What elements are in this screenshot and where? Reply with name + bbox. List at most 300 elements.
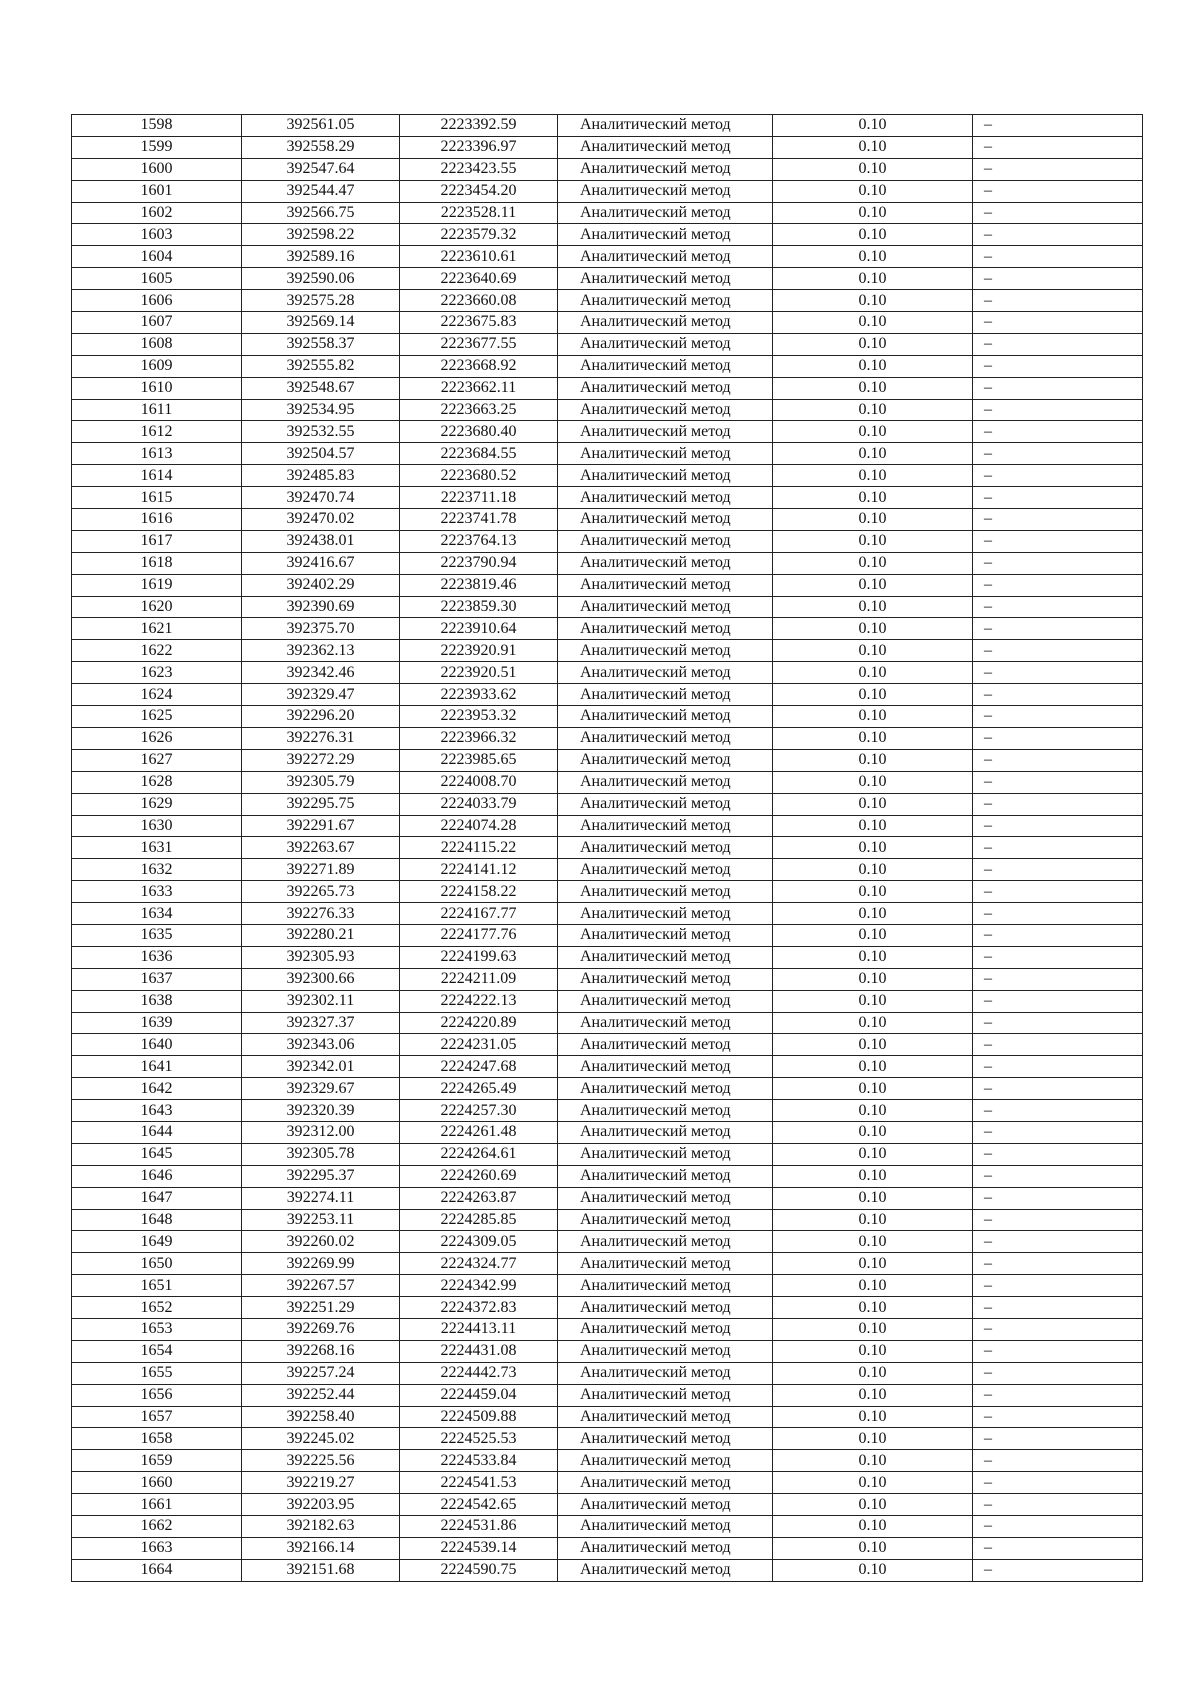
method-cell: Аналитический метод — [558, 837, 773, 859]
method-cell: Аналитический метод — [558, 1494, 773, 1516]
accuracy-cell: 0.10 — [773, 115, 973, 137]
point-number-cell: 1625 — [72, 706, 242, 728]
accuracy-cell: 0.10 — [773, 1253, 973, 1275]
point-number-cell: 1635 — [72, 924, 242, 946]
note-cell: – — [973, 640, 1143, 662]
point-number-cell: 1608 — [72, 333, 242, 355]
note-cell: – — [973, 1340, 1143, 1362]
accuracy-cell: 0.10 — [773, 268, 973, 290]
method-cell: Аналитический метод — [558, 881, 773, 903]
y-coordinate-cell: 2224525.53 — [400, 1428, 558, 1450]
table-row — [72, 509, 1143, 531]
accuracy-cell: 0.10 — [773, 1209, 973, 1231]
y-coordinate-cell: 2223966.32 — [400, 727, 558, 749]
note-cell: – — [973, 1428, 1143, 1450]
point-number-cell: 1636 — [72, 946, 242, 968]
table-row — [72, 421, 1143, 443]
note-cell: – — [973, 246, 1143, 268]
y-coordinate-cell: 2223454.20 — [400, 180, 558, 202]
table-row — [72, 1187, 1143, 1209]
y-coordinate-cell: 2223920.91 — [400, 640, 558, 662]
table-row — [72, 1537, 1143, 1559]
note-cell: – — [973, 1056, 1143, 1078]
x-coordinate-cell: 392329.67 — [242, 1078, 400, 1100]
method-cell: Аналитический метод — [558, 749, 773, 771]
point-number-cell: 1663 — [72, 1537, 242, 1559]
x-coordinate-cell: 392544.47 — [242, 180, 400, 202]
table-row — [72, 180, 1143, 202]
x-coordinate-cell: 392151.68 — [242, 1559, 400, 1581]
accuracy-cell: 0.10 — [773, 1034, 973, 1056]
accuracy-cell: 0.10 — [773, 246, 973, 268]
y-coordinate-cell: 2223640.69 — [400, 268, 558, 290]
method-cell: Аналитический метод — [558, 1516, 773, 1538]
note-cell: – — [973, 968, 1143, 990]
note-cell: – — [973, 1275, 1143, 1297]
x-coordinate-cell: 392291.67 — [242, 815, 400, 837]
point-number-cell: 1616 — [72, 509, 242, 531]
x-coordinate-cell: 392416.67 — [242, 552, 400, 574]
note-cell: – — [973, 574, 1143, 596]
point-number-cell: 1640 — [72, 1034, 242, 1056]
method-cell: Аналитический метод — [558, 552, 773, 574]
table-row — [72, 924, 1143, 946]
y-coordinate-cell: 2223859.30 — [400, 596, 558, 618]
y-coordinate-cell: 2223680.40 — [400, 421, 558, 443]
y-coordinate-cell: 2223528.11 — [400, 202, 558, 224]
x-coordinate-cell: 392438.01 — [242, 530, 400, 552]
table-row — [72, 290, 1143, 312]
x-coordinate-cell: 392269.76 — [242, 1318, 400, 1340]
accuracy-cell: 0.10 — [773, 1318, 973, 1340]
table-row — [72, 1559, 1143, 1581]
note-cell: – — [973, 509, 1143, 531]
method-cell: Аналитический метод — [558, 1362, 773, 1384]
note-cell: – — [973, 333, 1143, 355]
x-coordinate-cell: 392320.39 — [242, 1100, 400, 1122]
method-cell: Аналитический метод — [558, 727, 773, 749]
accuracy-cell: 0.10 — [773, 684, 973, 706]
y-coordinate-cell: 2224533.84 — [400, 1450, 558, 1472]
accuracy-cell: 0.10 — [773, 180, 973, 202]
accuracy-cell: 0.10 — [773, 136, 973, 158]
y-coordinate-cell: 2224459.04 — [400, 1384, 558, 1406]
y-coordinate-cell: 2223790.94 — [400, 552, 558, 574]
note-cell: – — [973, 1078, 1143, 1100]
accuracy-cell: 0.10 — [773, 158, 973, 180]
method-cell: Аналитический метод — [558, 1297, 773, 1319]
note-cell: – — [973, 924, 1143, 946]
x-coordinate-cell: 392329.47 — [242, 684, 400, 706]
method-cell: Аналитический метод — [558, 180, 773, 202]
y-coordinate-cell: 2224247.68 — [400, 1056, 558, 1078]
x-coordinate-cell: 392253.11 — [242, 1209, 400, 1231]
accuracy-cell: 0.10 — [773, 465, 973, 487]
accuracy-cell: 0.10 — [773, 1537, 973, 1559]
table-row — [72, 1384, 1143, 1406]
x-coordinate-cell: 392589.16 — [242, 246, 400, 268]
accuracy-cell: 0.10 — [773, 509, 973, 531]
note-cell: – — [973, 727, 1143, 749]
point-number-cell: 1609 — [72, 355, 242, 377]
table-row — [72, 618, 1143, 640]
method-cell: Аналитический метод — [558, 487, 773, 509]
method-cell: Аналитический метод — [558, 1253, 773, 1275]
coordinates-table — [71, 114, 1143, 1582]
point-number-cell: 1660 — [72, 1472, 242, 1494]
x-coordinate-cell: 392274.11 — [242, 1187, 400, 1209]
y-coordinate-cell: 2223741.78 — [400, 509, 558, 531]
method-cell: Аналитический метод — [558, 421, 773, 443]
accuracy-cell: 0.10 — [773, 312, 973, 334]
point-number-cell: 1639 — [72, 1012, 242, 1034]
table-row — [72, 903, 1143, 925]
method-cell: Аналитический метод — [558, 640, 773, 662]
table-row — [72, 815, 1143, 837]
point-number-cell: 1659 — [72, 1450, 242, 1472]
point-number-cell: 1602 — [72, 202, 242, 224]
table-row — [72, 202, 1143, 224]
table-row — [72, 312, 1143, 334]
method-cell: Аналитический метод — [558, 1384, 773, 1406]
table-row — [72, 793, 1143, 815]
accuracy-cell: 0.10 — [773, 618, 973, 640]
table-row — [72, 1406, 1143, 1428]
point-number-cell: 1614 — [72, 465, 242, 487]
x-coordinate-cell: 392342.46 — [242, 662, 400, 684]
table-row — [72, 487, 1143, 509]
x-coordinate-cell: 392295.75 — [242, 793, 400, 815]
method-cell: Аналитический метод — [558, 1078, 773, 1100]
table-row — [72, 837, 1143, 859]
method-cell: Аналитический метод — [558, 1275, 773, 1297]
method-cell: Аналитический метод — [558, 136, 773, 158]
note-cell: – — [973, 881, 1143, 903]
table-row — [72, 158, 1143, 180]
point-number-cell: 1628 — [72, 771, 242, 793]
method-cell: Аналитический метод — [558, 290, 773, 312]
method-cell: Аналитический метод — [558, 399, 773, 421]
table-row — [72, 771, 1143, 793]
y-coordinate-cell: 2224231.05 — [400, 1034, 558, 1056]
x-coordinate-cell: 392402.29 — [242, 574, 400, 596]
x-coordinate-cell: 392532.55 — [242, 421, 400, 443]
note-cell: – — [973, 1253, 1143, 1275]
y-coordinate-cell: 2224177.76 — [400, 924, 558, 946]
x-coordinate-cell: 392485.83 — [242, 465, 400, 487]
table-row — [72, 115, 1143, 137]
table-row — [72, 1056, 1143, 1078]
point-number-cell: 1607 — [72, 312, 242, 334]
accuracy-cell: 0.10 — [773, 1516, 973, 1538]
method-cell: Аналитический метод — [558, 312, 773, 334]
y-coordinate-cell: 2224431.08 — [400, 1340, 558, 1362]
table-row — [72, 1121, 1143, 1143]
accuracy-cell: 0.10 — [773, 990, 973, 1012]
accuracy-cell: 0.10 — [773, 968, 973, 990]
table-row — [72, 684, 1143, 706]
note-cell: – — [973, 1143, 1143, 1165]
y-coordinate-cell: 2224199.63 — [400, 946, 558, 968]
x-coordinate-cell: 392470.74 — [242, 487, 400, 509]
x-coordinate-cell: 392219.27 — [242, 1472, 400, 1494]
note-cell: – — [973, 793, 1143, 815]
note-cell: – — [973, 1494, 1143, 1516]
y-coordinate-cell: 2224372.83 — [400, 1297, 558, 1319]
point-number-cell: 1615 — [72, 487, 242, 509]
point-number-cell: 1662 — [72, 1516, 242, 1538]
accuracy-cell: 0.10 — [773, 1121, 973, 1143]
accuracy-cell: 0.10 — [773, 1231, 973, 1253]
x-coordinate-cell: 392375.70 — [242, 618, 400, 640]
note-cell: – — [973, 1384, 1143, 1406]
point-number-cell: 1631 — [72, 837, 242, 859]
method-cell: Аналитический метод — [558, 684, 773, 706]
y-coordinate-cell: 2223675.83 — [400, 312, 558, 334]
note-cell: – — [973, 990, 1143, 1012]
table-row — [72, 640, 1143, 662]
point-number-cell: 1638 — [72, 990, 242, 1012]
x-coordinate-cell: 392245.02 — [242, 1428, 400, 1450]
accuracy-cell: 0.10 — [773, 1384, 973, 1406]
x-coordinate-cell: 392269.99 — [242, 1253, 400, 1275]
point-number-cell: 1642 — [72, 1078, 242, 1100]
note-cell: – — [973, 1012, 1143, 1034]
method-cell: Аналитический метод — [558, 706, 773, 728]
note-cell: – — [973, 1516, 1143, 1538]
note-cell: – — [973, 465, 1143, 487]
method-cell: Аналитический метод — [558, 1121, 773, 1143]
y-coordinate-cell: 2223910.64 — [400, 618, 558, 640]
accuracy-cell: 0.10 — [773, 1406, 973, 1428]
x-coordinate-cell: 392327.37 — [242, 1012, 400, 1034]
table-row — [72, 1297, 1143, 1319]
method-cell: Аналитический метод — [558, 158, 773, 180]
accuracy-cell: 0.10 — [773, 487, 973, 509]
table-row — [72, 596, 1143, 618]
x-coordinate-cell: 392305.79 — [242, 771, 400, 793]
method-cell: Аналитический метод — [558, 859, 773, 881]
x-coordinate-cell: 392257.24 — [242, 1362, 400, 1384]
point-number-cell: 1621 — [72, 618, 242, 640]
point-number-cell: 1664 — [72, 1559, 242, 1581]
method-cell: Аналитический метод — [558, 1056, 773, 1078]
point-number-cell: 1655 — [72, 1362, 242, 1384]
note-cell: – — [973, 1121, 1143, 1143]
x-coordinate-cell: 392252.44 — [242, 1384, 400, 1406]
note-cell: – — [973, 946, 1143, 968]
point-number-cell: 1645 — [72, 1143, 242, 1165]
accuracy-cell: 0.10 — [773, 859, 973, 881]
method-cell: Аналитический метод — [558, 246, 773, 268]
method-cell: Аналитический метод — [558, 1559, 773, 1581]
y-coordinate-cell: 2223819.46 — [400, 574, 558, 596]
note-cell: – — [973, 815, 1143, 837]
method-cell: Аналитический метод — [558, 662, 773, 684]
y-coordinate-cell: 2224539.14 — [400, 1537, 558, 1559]
table-row — [72, 399, 1143, 421]
accuracy-cell: 0.10 — [773, 1187, 973, 1209]
table-row — [72, 1100, 1143, 1122]
point-number-cell: 1637 — [72, 968, 242, 990]
method-cell: Аналитический метод — [558, 924, 773, 946]
accuracy-cell: 0.10 — [773, 443, 973, 465]
note-cell: – — [973, 596, 1143, 618]
note-cell: – — [973, 1231, 1143, 1253]
x-coordinate-cell: 392590.06 — [242, 268, 400, 290]
note-cell: – — [973, 1406, 1143, 1428]
y-coordinate-cell: 2223684.55 — [400, 443, 558, 465]
x-coordinate-cell: 392534.95 — [242, 399, 400, 421]
x-coordinate-cell: 392260.02 — [242, 1231, 400, 1253]
y-coordinate-cell: 2223764.13 — [400, 530, 558, 552]
accuracy-cell: 0.10 — [773, 1100, 973, 1122]
accuracy-cell: 0.10 — [773, 1472, 973, 1494]
note-cell: – — [973, 1537, 1143, 1559]
table-row — [72, 465, 1143, 487]
note-cell: – — [973, 224, 1143, 246]
x-coordinate-cell: 392203.95 — [242, 1494, 400, 1516]
y-coordinate-cell: 2224008.70 — [400, 771, 558, 793]
method-cell: Аналитический метод — [558, 443, 773, 465]
note-cell: – — [973, 1559, 1143, 1581]
table-row — [72, 968, 1143, 990]
x-coordinate-cell: 392182.63 — [242, 1516, 400, 1538]
point-number-cell: 1641 — [72, 1056, 242, 1078]
note-cell: – — [973, 552, 1143, 574]
note-cell: – — [973, 837, 1143, 859]
table-row — [72, 355, 1143, 377]
table-row — [72, 727, 1143, 749]
y-coordinate-cell: 2224167.77 — [400, 903, 558, 925]
table-row — [72, 574, 1143, 596]
x-coordinate-cell: 392575.28 — [242, 290, 400, 312]
accuracy-cell: 0.10 — [773, 1056, 973, 1078]
method-cell: Аналитический метод — [558, 1100, 773, 1122]
note-cell: – — [973, 706, 1143, 728]
accuracy-cell: 0.10 — [773, 1297, 973, 1319]
table-row — [72, 136, 1143, 158]
point-number-cell: 1649 — [72, 1231, 242, 1253]
table-row — [72, 268, 1143, 290]
y-coordinate-cell: 2224531.86 — [400, 1516, 558, 1538]
method-cell: Аналитический метод — [558, 815, 773, 837]
table-row — [72, 1078, 1143, 1100]
note-cell: – — [973, 1362, 1143, 1384]
x-coordinate-cell: 392305.93 — [242, 946, 400, 968]
y-coordinate-cell: 2223711.18 — [400, 487, 558, 509]
y-coordinate-cell: 2223933.62 — [400, 684, 558, 706]
accuracy-cell: 0.10 — [773, 202, 973, 224]
y-coordinate-cell: 2224033.79 — [400, 793, 558, 815]
y-coordinate-cell: 2224074.28 — [400, 815, 558, 837]
note-cell: – — [973, 202, 1143, 224]
table-row — [72, 946, 1143, 968]
y-coordinate-cell: 2223610.61 — [400, 246, 558, 268]
point-number-cell: 1629 — [72, 793, 242, 815]
accuracy-cell: 0.10 — [773, 421, 973, 443]
method-cell: Аналитический метод — [558, 1165, 773, 1187]
point-number-cell: 1650 — [72, 1253, 242, 1275]
method-cell: Аналитический метод — [558, 793, 773, 815]
accuracy-cell: 0.10 — [773, 640, 973, 662]
method-cell: Аналитический метод — [558, 1472, 773, 1494]
y-coordinate-cell: 2224541.53 — [400, 1472, 558, 1494]
table-row — [72, 1165, 1143, 1187]
note-cell: – — [973, 618, 1143, 640]
x-coordinate-cell: 392268.16 — [242, 1340, 400, 1362]
point-number-cell: 1612 — [72, 421, 242, 443]
accuracy-cell: 0.10 — [773, 596, 973, 618]
note-cell: – — [973, 158, 1143, 180]
accuracy-cell: 0.10 — [773, 924, 973, 946]
y-coordinate-cell: 2224285.85 — [400, 1209, 558, 1231]
method-cell: Аналитический метод — [558, 903, 773, 925]
table-row — [72, 246, 1143, 268]
y-coordinate-cell: 2224220.89 — [400, 1012, 558, 1034]
method-cell: Аналитический метод — [558, 946, 773, 968]
y-coordinate-cell: 2224158.22 — [400, 881, 558, 903]
note-cell: – — [973, 530, 1143, 552]
accuracy-cell: 0.10 — [773, 1362, 973, 1384]
accuracy-cell: 0.10 — [773, 1143, 973, 1165]
method-cell: Аналитический метод — [558, 355, 773, 377]
x-coordinate-cell: 392276.33 — [242, 903, 400, 925]
point-number-cell: 1656 — [72, 1384, 242, 1406]
note-cell: – — [973, 487, 1143, 509]
method-cell: Аналитический метод — [558, 1428, 773, 1450]
y-coordinate-cell: 2224342.99 — [400, 1275, 558, 1297]
point-number-cell: 1622 — [72, 640, 242, 662]
y-coordinate-cell: 2223677.55 — [400, 333, 558, 355]
note-cell: – — [973, 377, 1143, 399]
x-coordinate-cell: 392280.21 — [242, 924, 400, 946]
y-coordinate-cell: 2223985.65 — [400, 749, 558, 771]
point-number-cell: 1619 — [72, 574, 242, 596]
point-number-cell: 1603 — [72, 224, 242, 246]
accuracy-cell: 0.10 — [773, 727, 973, 749]
table-row — [72, 859, 1143, 881]
point-number-cell: 1611 — [72, 399, 242, 421]
table-row — [72, 1318, 1143, 1340]
note-cell: – — [973, 1318, 1143, 1340]
x-coordinate-cell: 392342.01 — [242, 1056, 400, 1078]
point-number-cell: 1624 — [72, 684, 242, 706]
note-cell: – — [973, 355, 1143, 377]
x-coordinate-cell: 392276.31 — [242, 727, 400, 749]
y-coordinate-cell: 2224590.75 — [400, 1559, 558, 1581]
point-number-cell: 1617 — [72, 530, 242, 552]
point-number-cell: 1610 — [72, 377, 242, 399]
method-cell: Аналитический метод — [558, 1143, 773, 1165]
point-number-cell: 1613 — [72, 443, 242, 465]
method-cell: Аналитический метод — [558, 224, 773, 246]
accuracy-cell: 0.10 — [773, 1275, 973, 1297]
note-cell: – — [973, 684, 1143, 706]
note-cell: – — [973, 1297, 1143, 1319]
y-coordinate-cell: 2224211.09 — [400, 968, 558, 990]
note-cell: – — [973, 771, 1143, 793]
point-number-cell: 1627 — [72, 749, 242, 771]
x-coordinate-cell: 392258.40 — [242, 1406, 400, 1428]
point-number-cell: 1606 — [72, 290, 242, 312]
point-number-cell: 1654 — [72, 1340, 242, 1362]
y-coordinate-cell: 2224413.11 — [400, 1318, 558, 1340]
table-row — [72, 1143, 1143, 1165]
note-cell: – — [973, 1100, 1143, 1122]
note-cell: – — [973, 1472, 1143, 1494]
table-row — [72, 1516, 1143, 1538]
